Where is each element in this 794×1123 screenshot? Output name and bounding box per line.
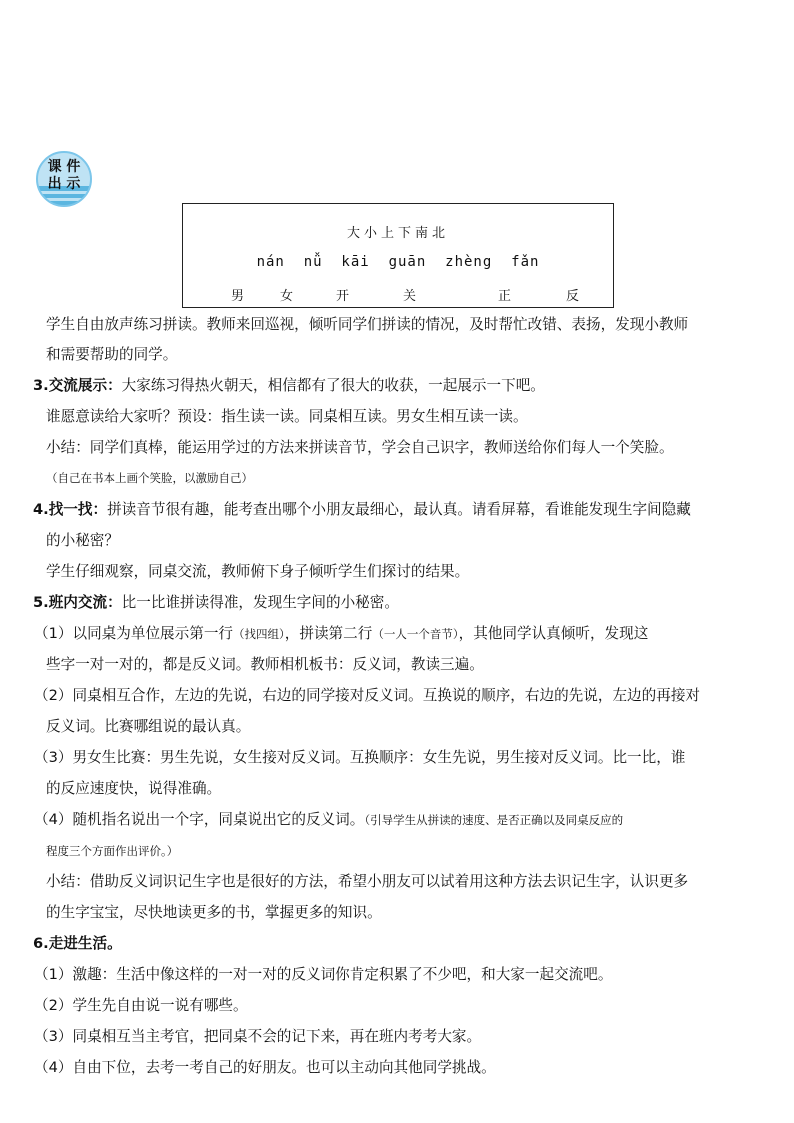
section-4: [33, 500, 691, 520]
text-line: 和需要帮助的同学。: [46, 346, 178, 363]
text-line: [34, 624, 648, 644]
text-line: [34, 810, 623, 830]
section-6-heading: 6.走进生活。: [33, 935, 122, 952]
answer-2: 女: [280, 289, 294, 304]
section-5-heading: 5.班内交流：: [33, 594, 122, 611]
section-4-heading: 4.找一找：: [33, 501, 108, 518]
answer-4: 关: [403, 289, 417, 304]
section-5-body: 比一比谁拼读得准，发现生字间的小秘密。: [121, 594, 399, 611]
answer-5: 正: [498, 289, 512, 304]
text-span: （1）以同桌为单位展示第一行: [34, 625, 234, 642]
note-span: （一人一个音节）: [372, 627, 459, 641]
section-4-body: 拼读音节很有趣，能考查出哪个小朋友最细心，最认真。请看屏幕，看谁能发现生字间隐藏: [107, 501, 691, 518]
text-line: （1）激趣：生活中像这样的一对一对的反义词你肯定积累了不少吧，和大家一起交流吧。: [34, 966, 613, 983]
section-3-heading: 3.交流展示：: [33, 377, 122, 394]
section-3-body: 大家练习得热火朝天，相信都有了很大的收获，一起展示一下吧。: [121, 377, 545, 394]
text-line: 学生自由放声练习拼读。教师来回巡视，倾听同学们拼读的情况，及时帮忙改错、表扬，发现小教师: [46, 316, 689, 333]
text-line: （3）同桌相互当主考官，把同桌不会的记下来，再在班内考考大家。: [34, 1028, 482, 1045]
answer-3: 开: [336, 289, 350, 304]
text-line: 学生仔细观察，同桌交流，教师俯下身子倾听学生们探讨的结果。: [46, 563, 470, 580]
answer-1: 男: [231, 289, 245, 304]
text-span: ，其他同学认真倾听，发现这: [458, 625, 649, 642]
text-span: ，拼读第二行: [284, 625, 373, 642]
text-line: 的小秘密？: [46, 532, 119, 549]
box-characters: 大小上下南北: [346, 226, 449, 241]
text-span: （4）随机指名说出一个字，同桌说出它的反义词。: [34, 811, 365, 828]
box-pinyin: nán nǚ kāi guān zhèng fǎn: [256, 254, 540, 270]
answer-6: 反: [566, 289, 580, 304]
courseware-badge: [34, 150, 94, 208]
note-line: （自己在书本上画个笑脸，以激励自己）: [46, 471, 253, 485]
text-line: 谁愿意读给大家听？预设：指生读一读。同桌相互读。男女生相互读一读。: [46, 408, 528, 425]
pinyin-box: [182, 203, 614, 308]
text-line: （4）自由下位，去考一考自己的好朋友。也可以主动向其他同学挑战。: [34, 1059, 496, 1076]
text-line: 的生字宝宝，尽快地读更多的书，掌握更多的知识。: [46, 904, 382, 921]
text-line: 些字一对一对的，都是反义词。教师相机板书：反义词，教读三遍。: [46, 656, 484, 673]
badge-line1: 课 件: [47, 159, 81, 175]
text-line: （2）同桌相互合作，左边的先说，右边的同学接对反义词。互换说的顺序，右边的先说，左边的再接对: [34, 687, 701, 704]
note-span: （找四组）: [233, 627, 285, 641]
text-line: 小结：借助反义词识记生字也是很好的方法，希望小朋友可以试着用这种方法去识记生字，认识更多: [46, 873, 689, 890]
text-line: 小结：同学们真棒，能运用学过的方法来拼读音节，学会自己识字，教师送给你们每人一个笑脸。: [46, 439, 674, 456]
badge-line2: 出 示: [47, 176, 81, 192]
text-line: 的反应速度快，说得准确。: [46, 780, 222, 797]
note-span: （引导学生从拼读的速度、是否正确以及同桌反应的: [364, 813, 624, 827]
section-5: [33, 593, 399, 613]
text-line: （2）学生先自由说一说有哪些。: [34, 997, 248, 1014]
section-3: [33, 376, 545, 396]
note-line: 程度三个方面作出评价。）: [46, 844, 179, 858]
text-line: （3）男女生比赛：男生先说，女生接对反义词。互换顺序：女生先说，男生接对反义词。比一比，谁: [34, 749, 686, 766]
text-line: 反义词。比赛哪组说的最认真。: [46, 718, 251, 735]
